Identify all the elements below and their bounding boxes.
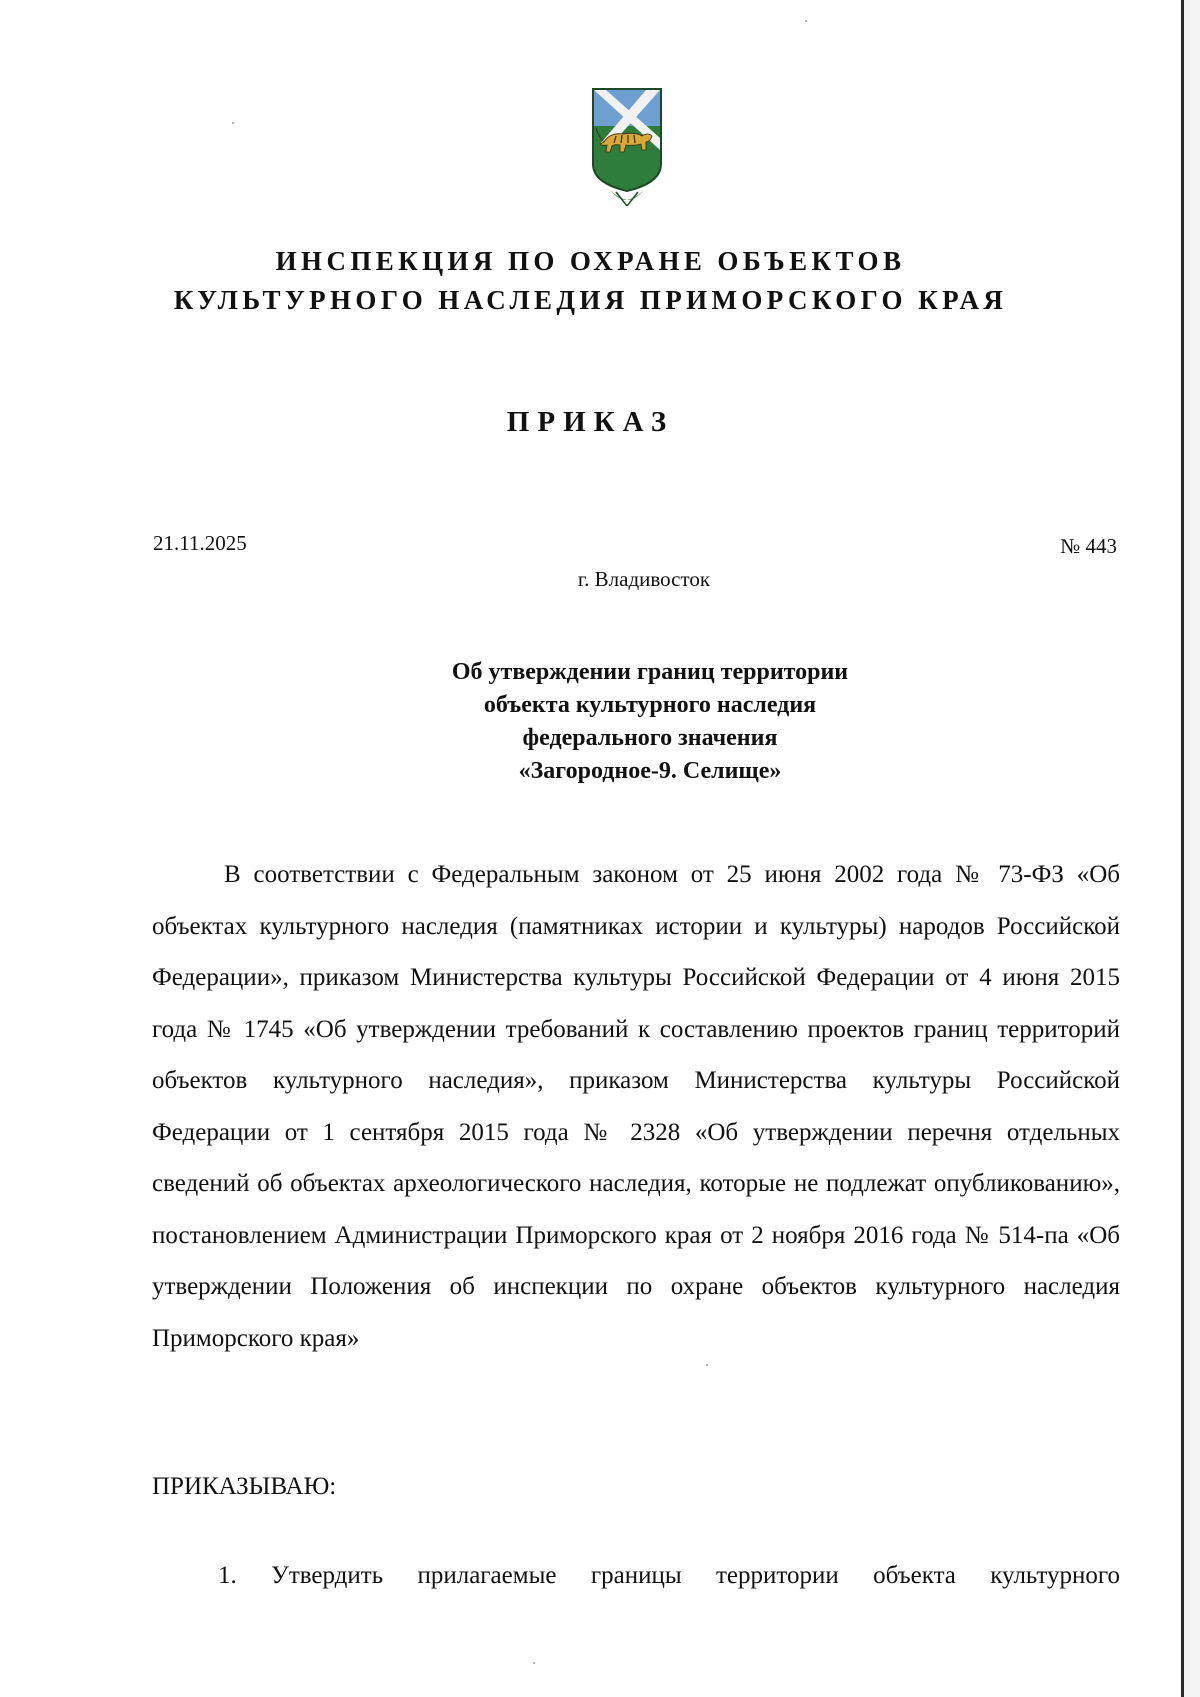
document-type-title: ПРИКАЗ	[506, 406, 675, 438]
organization-title-line-1: ИНСПЕКЦИЯ ПО ОХРАНЕ ОБЪЕКТОВ	[275, 246, 906, 276]
preamble-paragraph: В соответствии с Федеральным законом от 25 июня 2002 года № 73-ФЗ «Об объектах культурного наследия (памятниках истории и культуры) народов Российской Федерации», приказом Министерства культуры Российской Федерации от 4 июня 2015 года № 1745 «Об утверждении требований к составлению проектов границ территорий объектов культурного наследия», приказом Министерства культуры Российской Федерации от 1 сентября 2015 года № 2328 «Об утверждении перечня отдельных сведений об объектах археологического наследия, которые не подлежат опубликованию», постановлением Администрации Приморского края от 2 ноября 2016 года № 514-па «Об утверждении Положения об инспекции по охране объектов культурного наследия Приморского края»	[152, 861, 1120, 1352]
scan-speck	[805, 20, 807, 22]
scan-speck	[232, 122, 234, 124]
scan-speck	[706, 1364, 708, 1366]
document-date: 21.11.2025	[153, 531, 247, 555]
order-item-1: 1. Утвердить прилагаемые границы территории объекта культурного	[218, 1562, 1120, 1589]
organization-title-line-2: КУЛЬТУРНОГО НАСЛЕДИЯ ПРИМОРСКОГО КРАЯ	[173, 285, 1008, 315]
subject-line: «Загородное-9. Селище»	[518, 758, 782, 784]
order-word: ПРИКАЗЫВАЮ:	[152, 1473, 337, 1500]
scan-edge-line	[1181, 0, 1184, 1697]
document-number: № 443	[1060, 534, 1117, 558]
scan-speck	[533, 1662, 535, 1664]
subject-line: Об утверждении границ территории	[451, 659, 849, 685]
document-subject	[360, 656, 940, 788]
primorsky-krai-coat-of-arms-icon	[590, 86, 664, 206]
subject-line: федерального значения	[522, 725, 778, 751]
document-city: г. Владивосток	[577, 567, 711, 591]
subject-line: объекта культурного наследия	[483, 692, 817, 718]
scan-edge-shade	[1184, 0, 1200, 1697]
